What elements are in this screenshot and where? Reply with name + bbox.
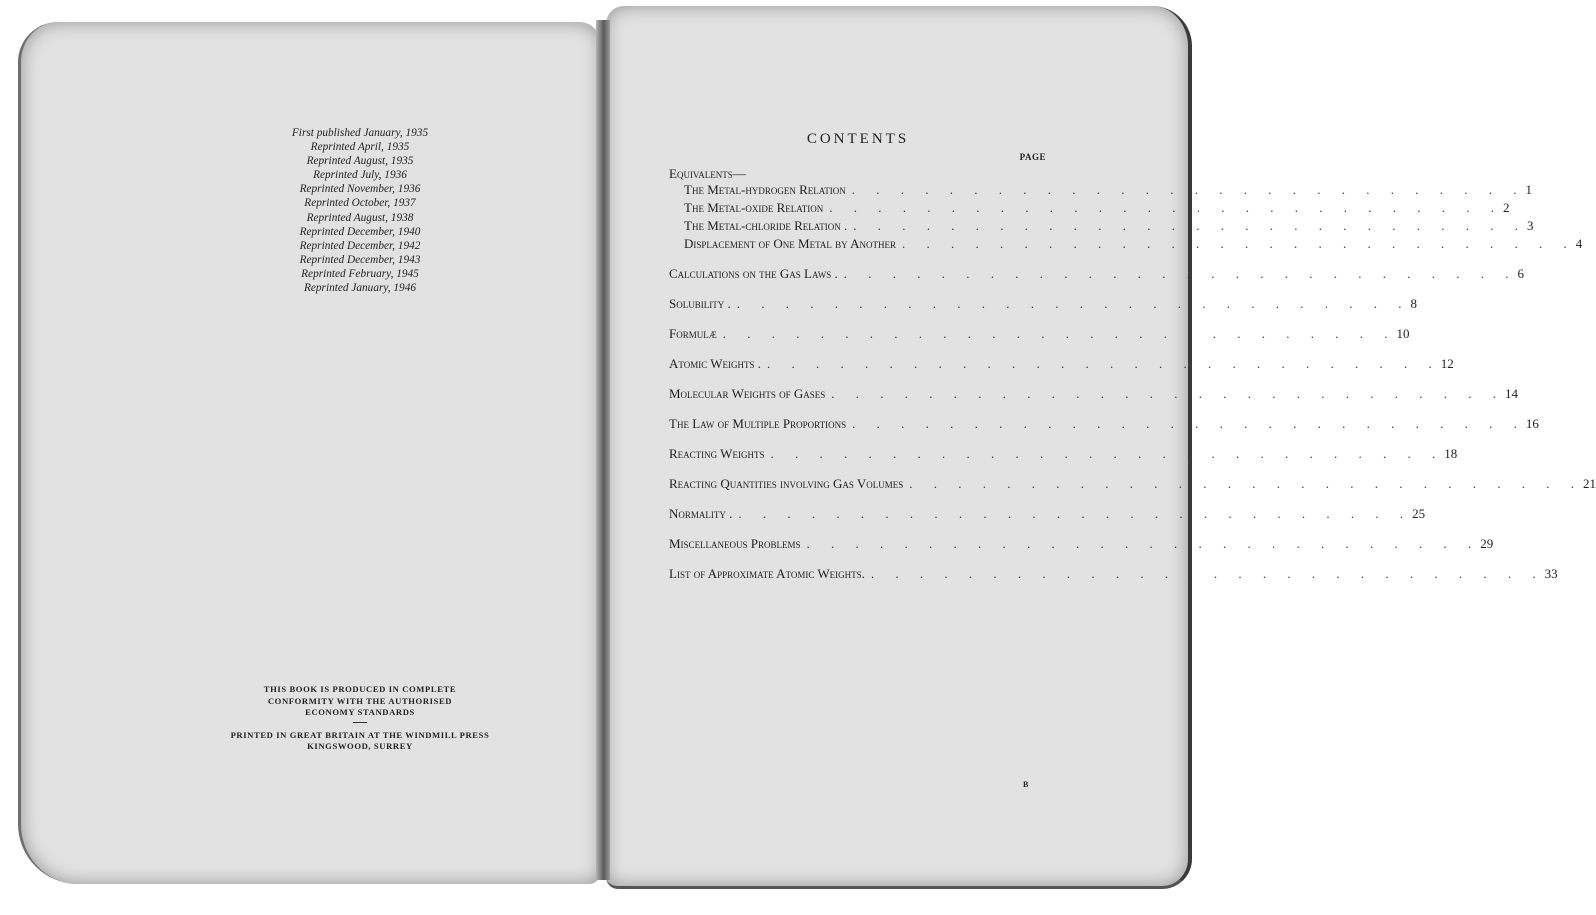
toc-entry <box>669 326 1410 342</box>
toc-entry-label: Miscellaneous Problems <box>669 536 801 551</box>
toc-leader-dots: . . . . . . . . . . . . . . . . . . . . . . . . . . . . <box>767 356 1441 371</box>
printer-line: PRINTED IN GREAT BRITAIN AT THE WINDMILL PRESS <box>230 729 490 740</box>
toc-entry-label: Reacting Quantities involving Gas Volumes <box>669 476 904 491</box>
toc-leader-dots: . . . . . . . . . . . . . . . . . . . . . . . . . . . . <box>870 566 1545 581</box>
toc-entry <box>669 356 1454 372</box>
toc-entry-label: List of Approximate Atomic Weights. <box>669 566 865 581</box>
toc-entry-label: Normality . <box>669 506 733 521</box>
imprint-history <box>240 126 480 295</box>
imprint-line: Reprinted August, 1935 <box>306 155 414 168</box>
toc-leader-dots: . . . . . . . . . . . . . . . . . . . . . . . . . . . . <box>736 296 1411 311</box>
toc-page-number: 8 <box>1410 296 1417 311</box>
toc-entry-label: The Metal-oxide Relation <box>684 200 824 215</box>
page-column-heading: PAGE <box>1019 152 1046 162</box>
toc-leader-dots: . . . . . . . . . . . . . . . . . . . . . . . . . . . . <box>853 218 1528 233</box>
toc-entry <box>669 446 1458 462</box>
toc-leader-dots: . . . . . . . . . . . . . . . . . . . . . . . . . . . . <box>831 386 1505 401</box>
toc-entry <box>669 386 1518 402</box>
toc-entry-label: The Law of Multiple Proportions <box>669 416 847 431</box>
printer-line: KINGSWOOD, SURREY <box>307 741 413 751</box>
toc-page-number: 29 <box>1480 536 1494 551</box>
contents-title: CONTENTS <box>806 131 910 147</box>
imprint-line: Reprinted December, 1940 <box>299 225 421 238</box>
toc-page-number: 21 <box>1583 476 1596 491</box>
toc-page-number: 4 <box>1575 236 1583 251</box>
imprint-line: Reprinted November, 1936 <box>299 183 421 196</box>
toc-page-number: 18 <box>1444 446 1458 461</box>
toc-entry-label: Molecular Weights of Gases <box>669 386 826 401</box>
toc-entry-label: Calculations on the Gas Laws . <box>669 266 838 281</box>
toc-page-number: 6 <box>1517 266 1525 281</box>
imprint-line: Reprinted October, 1937 <box>304 197 416 210</box>
toc-page-number: 2 <box>1503 200 1510 215</box>
toc-entry-label: Displacement of One Metal by Another <box>684 236 897 251</box>
toc-entry-label: Atomic Weights . <box>669 356 762 371</box>
toc-entry <box>669 296 1417 312</box>
economy-standards-notice <box>200 684 520 753</box>
toc-entry <box>669 506 1426 522</box>
imprint-line: Reprinted December, 1942 <box>299 239 421 252</box>
toc-page-number: 33 <box>1544 566 1558 581</box>
toc-sub-entry <box>684 200 1510 216</box>
toc-page-number: 25 <box>1412 506 1426 521</box>
toc-entry-label: Reacting Weights <box>669 446 765 461</box>
signature-mark: B <box>1023 780 1029 789</box>
toc-entry-label: The Metal-hydrogen Relation <box>684 182 846 197</box>
imprint-line: First published January, 1935 <box>291 127 429 139</box>
toc-entry <box>669 536 1494 552</box>
conformity-line: THIS BOOK IS PRODUCED IN COMPLETE <box>263 684 457 694</box>
toc-entry <box>669 476 1596 492</box>
toc-entry-label: The Metal-chloride Relation . <box>684 218 848 233</box>
toc-page-number: 12 <box>1440 356 1454 371</box>
divider-rule <box>353 722 367 723</box>
toc-leader-dots: . . . . . . . . . . . . . . . . . . . . . . . . . . . . <box>722 326 1397 341</box>
toc-leader-dots: . . . . . . . . . . . . . . . . . . . . . . . . . . . . <box>909 476 1584 491</box>
toc-page-number: 14 <box>1505 386 1518 401</box>
imprint-line: Reprinted February, 1945 <box>301 267 419 280</box>
imprint-line: Reprinted April, 1935 <box>310 141 410 154</box>
toc-page-number: 10 <box>1396 326 1410 341</box>
toc-page-number: 16 <box>1525 416 1539 431</box>
conformity-line: ECONOMY STANDARDS <box>305 707 415 717</box>
toc-leader-dots: . . . . . . . . . . . . . . . . . . . . . . . . . . . . <box>902 236 1576 251</box>
toc-leader-dots: . . . . . . . . . . . . . . . . . . . . . . . . . . . . <box>806 536 1481 551</box>
toc-leader-dots: . . . . . . . . . . . . . . . . . . . . . . . . . . . . <box>851 182 1526 197</box>
imprint-line: Reprinted August, 1938 <box>306 211 414 224</box>
imprint-line: Reprinted December, 1943 <box>299 253 421 266</box>
imprint-line: Reprinted July, 1936 <box>313 169 407 182</box>
toc-sub-entry <box>684 218 1534 234</box>
toc-leader-dots: . . . . . . . . . . . . . . . . . . . . . . . . . . . . <box>829 200 1504 215</box>
toc-page-number: 1 <box>1525 182 1533 197</box>
toc-page-number: 3 <box>1527 218 1534 233</box>
toc-entry-label: Formulæ <box>669 326 717 341</box>
toc-leader-dots: . . . . . . . . . . . . . . . . . . . . . . . . . . . . <box>852 416 1526 431</box>
toc-entry <box>669 566 1558 582</box>
imprint-line: Reprinted January, 1946 <box>303 282 416 295</box>
book-gutter <box>596 20 610 880</box>
toc-entry <box>669 416 1539 432</box>
section-heading-equivalents: Equivalents— <box>669 166 746 181</box>
toc-sub-entry <box>684 236 1583 252</box>
toc-entry-label: Solubility . <box>669 296 731 311</box>
toc-leader-dots: . . . . . . . . . . . . . . . . . . . . . . . . . . . . <box>770 446 1445 461</box>
toc-sub-entry <box>684 182 1533 198</box>
conformity-line: CONFORMITY WITH THE AUTHORISED <box>267 695 453 706</box>
toc-leader-dots: . . . . . . . . . . . . . . . . . . . . . . . . . . . . <box>843 266 1518 281</box>
toc-entry <box>669 266 1525 282</box>
toc-leader-dots: . . . . . . . . . . . . . . . . . . . . . . . . . . . . <box>738 506 1413 521</box>
